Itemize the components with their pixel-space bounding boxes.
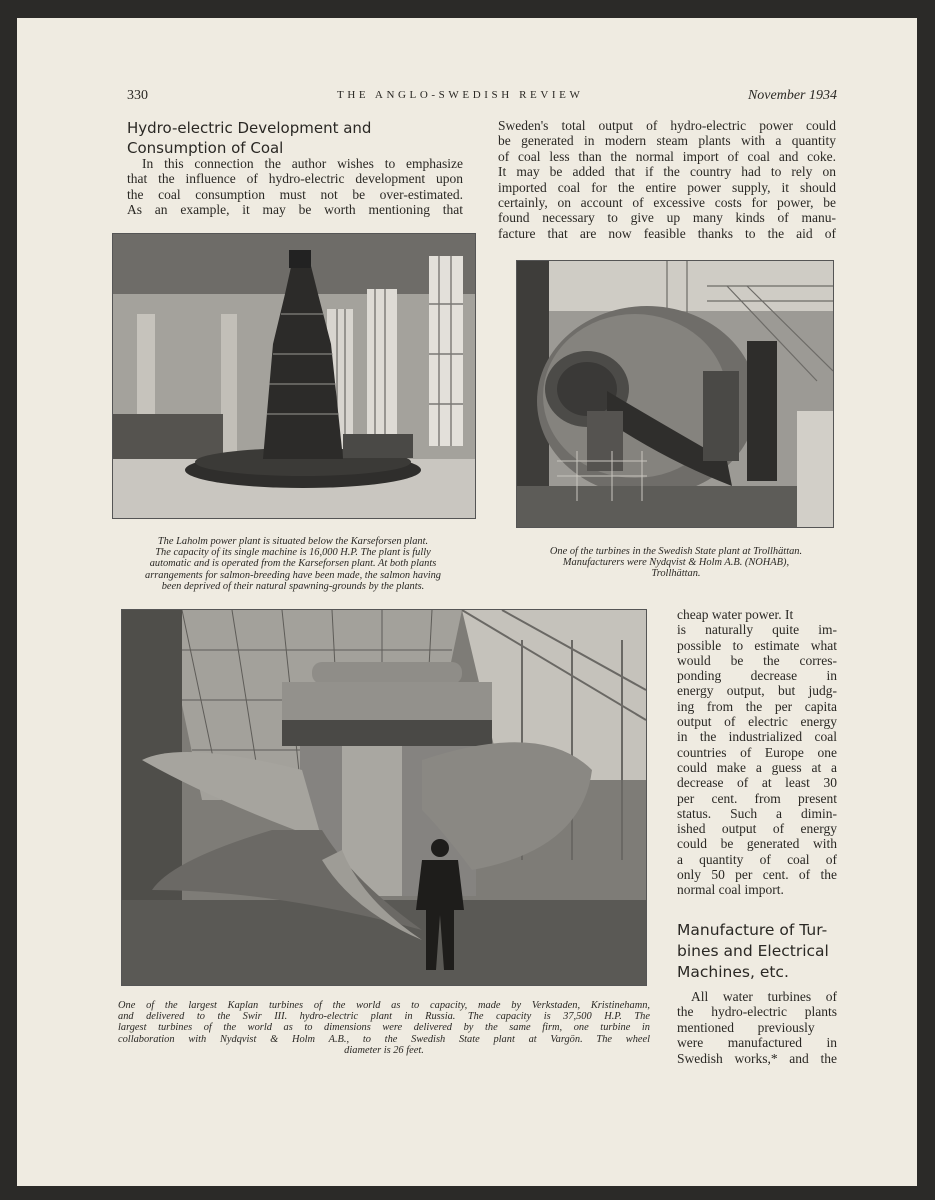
heading-line: Consumption of Coal bbox=[127, 139, 284, 157]
text-line: be generated in modern steam plants with a quantity bbox=[498, 133, 836, 149]
page-number: 330 bbox=[127, 88, 148, 103]
paragraph-narrow bbox=[677, 607, 837, 898]
caption-line: and delivered to the Swir III. hydro-electric plant in Russia. The capacity is 37,500 H.P. The bbox=[118, 1011, 650, 1023]
text-line: It may be added that if the country had to rely on bbox=[498, 164, 836, 180]
text-line: a quantity of coal of bbox=[677, 851, 837, 867]
text-line: All water turbines of bbox=[691, 989, 837, 1004]
text-line: output of electric energy bbox=[677, 714, 837, 730]
trollhattan-caption bbox=[506, 546, 846, 580]
running-head bbox=[127, 88, 837, 106]
paragraph-right bbox=[498, 118, 836, 241]
caption-line: automatic and is operated from the Karseforsen plant. At both plants bbox=[149, 558, 437, 570]
heading-line: bines and Electrical bbox=[677, 942, 829, 960]
heading-line: Hydro-electric Development and bbox=[127, 119, 372, 137]
text-line: In this connection the author wishes to emphasize bbox=[142, 156, 463, 171]
text-line: could be generated with bbox=[677, 836, 837, 852]
text-line: could make a guess at a bbox=[677, 759, 837, 775]
text-line: of coal less than the normal import of coal and coke. bbox=[498, 148, 836, 164]
text-line: imported coal for the entire power supply, it should bbox=[498, 179, 836, 195]
journal-title: THE ANGLO-SWEDISH REVIEW bbox=[337, 89, 584, 101]
heading-line: Manufacture of Tur- bbox=[677, 921, 828, 939]
text-line: ponding decrease in bbox=[677, 668, 837, 684]
issue-date: November 1934 bbox=[747, 88, 837, 103]
text-line: were manufactured in bbox=[677, 1035, 837, 1051]
caption-line: Manufacturers were Nydqvist & Holm A.B. (NOHAB), bbox=[562, 557, 790, 569]
text-line: per cent. from present bbox=[677, 790, 837, 806]
text-line: found necessary to give up many kinds of manu- bbox=[498, 210, 836, 226]
text-line: mentioned previously bbox=[677, 1019, 815, 1035]
text-line: status. Such a dimin- bbox=[677, 805, 837, 821]
text-line: As an example, it may be worth mentioning that bbox=[127, 202, 463, 218]
text-line: the coal consumption must not be over-estimated. bbox=[127, 186, 463, 202]
text-line: facture that are now feasible thanks to the aid of bbox=[498, 225, 836, 241]
text-line: in the industrialized coal bbox=[677, 729, 837, 745]
caption-line: been deprived of their natural spawning-grounds by the plants. bbox=[161, 580, 425, 592]
laholm-power-plant-photo bbox=[112, 233, 476, 519]
caption-line: The Laholm power plant is situated below the Karseforsen plant. bbox=[157, 536, 429, 547]
text-line: ished output of energy bbox=[677, 821, 837, 837]
kaplan-turbine-photo bbox=[121, 609, 647, 986]
laholm-caption bbox=[112, 536, 474, 592]
text-line: cheap water power. It bbox=[677, 607, 794, 622]
caption-line: One of the turbines in the Swedish State plant at Trollhättan. bbox=[549, 546, 803, 557]
caption-line: largest turbines of the world as to dimensions were delivered by the same firm, one turbine in bbox=[118, 1022, 650, 1034]
text-line: only 50 per cent. of the bbox=[677, 867, 837, 883]
section-heading-hydro bbox=[127, 118, 477, 158]
section-heading-manufacture bbox=[677, 920, 842, 983]
text-line: energy output, but judg- bbox=[677, 683, 837, 699]
text-line: normal coal import. bbox=[677, 882, 784, 898]
caption-line: arrangements for salmon-breeding have been made, the salmon having bbox=[145, 569, 441, 581]
trollhattan-turbine-photo bbox=[516, 260, 834, 528]
heading-line: Machines, etc. bbox=[677, 963, 789, 981]
kaplan-caption bbox=[118, 1000, 650, 1056]
caption-line: collaboration with Nydqvist & Holm A.B., to the Swedish State plant at Vargön. The wheel bbox=[118, 1033, 650, 1045]
paragraph-manufacture bbox=[677, 989, 837, 1066]
paragraph-left bbox=[127, 156, 463, 218]
text-line: would be the corres- bbox=[677, 652, 837, 668]
text-line: the hydro-electric plants bbox=[677, 1004, 837, 1020]
text-line: certainly, on account of excessive costs for power, be bbox=[498, 195, 836, 211]
text-line: ing from the per capita bbox=[677, 698, 837, 714]
text-line: countries of Europe one bbox=[677, 744, 837, 760]
text-line: Sweden's total output of hydro-electric power could bbox=[498, 118, 836, 133]
text-line: is naturally quite im- bbox=[677, 622, 837, 638]
caption-line: Trollhättan. bbox=[651, 568, 701, 580]
caption-line: The capacity of its single machine is 16,000 H.P. The plant is fully bbox=[155, 547, 431, 559]
text-line: Swedish works,* and the bbox=[677, 1050, 837, 1066]
caption-line: One of the largest Kaplan turbines of the world as to capacity, made by Verkstaden, Kristinehamn, bbox=[118, 1000, 650, 1011]
text-line: that the influence of hydro-electric development upon bbox=[127, 171, 463, 187]
text-line: possible to estimate what bbox=[677, 637, 837, 653]
caption-line: diameter is 26 feet. bbox=[344, 1044, 424, 1056]
text-line: decrease of at least 30 bbox=[677, 775, 837, 791]
